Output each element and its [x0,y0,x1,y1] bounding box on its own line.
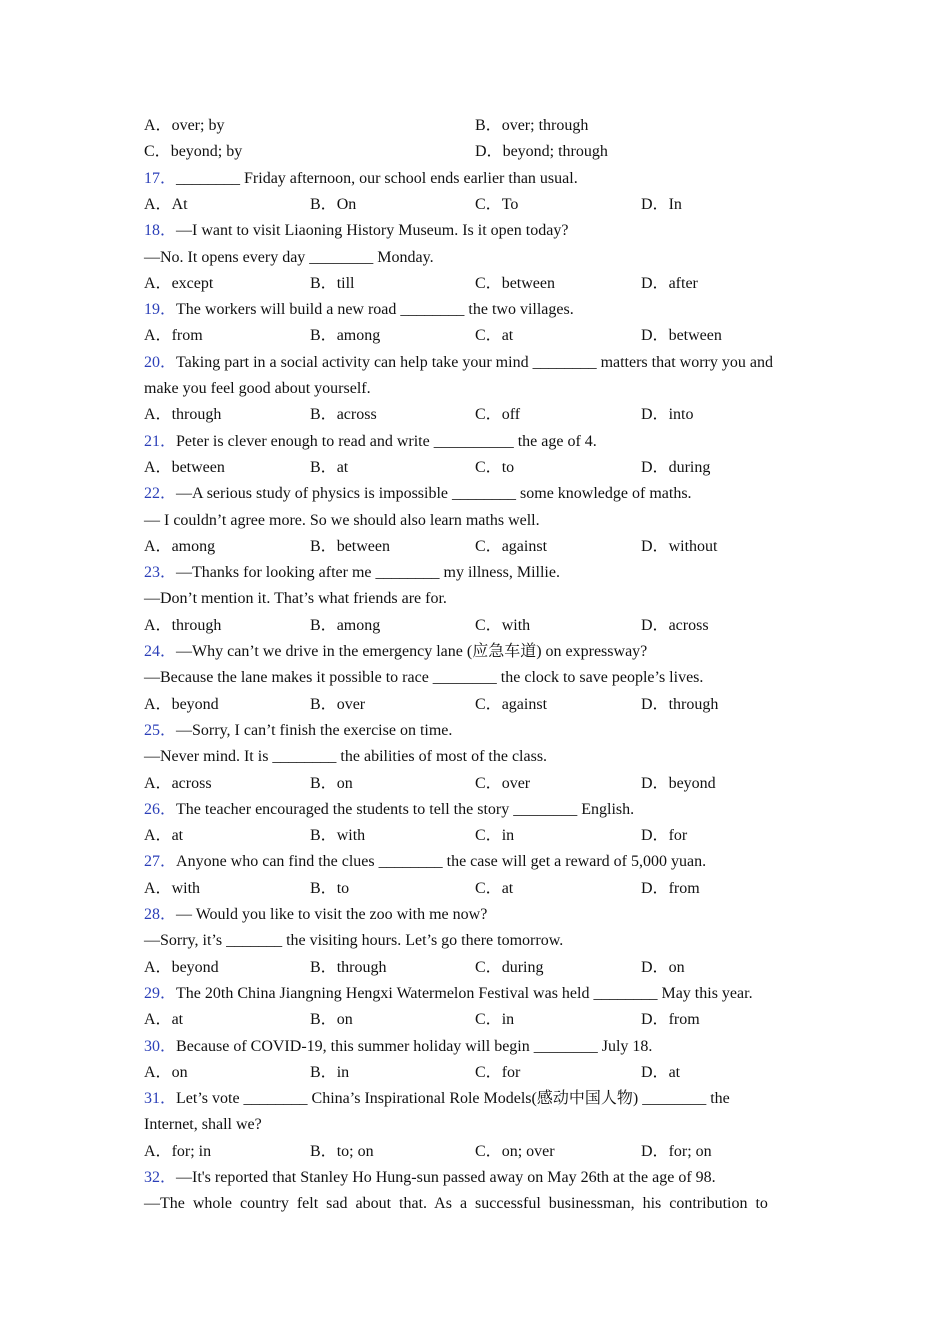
question-text: —Sorry, I can’t finish the exercise on time. [176,721,453,739]
question-stem-line [144,668,703,688]
option-letter: C． [475,695,502,713]
option-letter: D． [641,695,669,713]
option-letter: C． [475,1011,502,1029]
question-stem-line [144,169,578,189]
option-text: in [336,1063,350,1081]
option-b [310,616,380,636]
question-stem-line [144,589,447,609]
option-text: in [501,827,515,845]
option-letter: C． [475,958,502,976]
option-letter: D． [641,1142,669,1160]
option-letter: A． [144,1063,172,1081]
question-number: 20． [144,353,177,371]
question-text: —A serious study of physics is impossible ________ some knowledge of maths. [176,485,692,503]
option-c [475,1142,555,1162]
question-number: 31． [144,1090,177,1108]
option-d [641,274,698,294]
option-text: at [171,827,184,845]
question-stem-line [144,1037,652,1057]
option-letter: B． [310,406,337,424]
option-c [475,826,514,846]
option-d [641,958,685,978]
option-text: to [501,458,515,476]
option-letter: D． [641,327,669,345]
question-stem-line [144,563,560,583]
option-b [310,195,356,215]
option-text: at [171,1011,184,1029]
option-b [310,774,353,794]
option-d [641,695,718,715]
option-a [144,879,200,899]
option-letter: C． [475,1142,502,1160]
question-number: 26． [144,800,177,818]
question-stem-line [144,484,692,504]
option-letter: A． [144,458,172,476]
question-number: 28． [144,906,177,923]
option-letter: A． [144,695,172,713]
option-d [641,774,716,794]
option-text: over; through [501,117,589,134]
option-a [144,405,221,425]
option-d [641,826,687,846]
option-text: across [336,406,377,424]
option-letter: A． [144,406,172,424]
question-text: — Would you like to visit the zoo with me now? [176,906,488,923]
question-number: 21． [144,432,177,450]
option-letter: A． [144,774,172,792]
question-text: Internet, shall we? [144,1116,262,1134]
option-text: To [501,195,519,213]
option-letter: A． [144,958,172,976]
option-letter: D． [641,958,669,976]
option-text: over; by [171,117,225,134]
option-letter: B． [310,537,337,555]
question-text: —No. It opens every day ________ Monday. [144,248,434,266]
question-stem-line [144,221,568,241]
option-text: over [501,774,531,792]
option-letter: A． [144,616,172,634]
option-letter: A． [144,327,172,345]
option-letter: D． [475,143,503,161]
question-text: —Because the lane makes it possible to race ________ the clock to save people’s lives. [144,669,704,687]
option-d [641,537,717,557]
option-letter: A． [144,1142,172,1160]
option-letter: B． [310,879,337,897]
question-text: —The whole country felt sad about that. As a successful businessman, his contribution to [144,1195,768,1213]
option-letter: B． [310,958,337,976]
question-text: —Sorry, it’s _______ the visiting hours. Let’s go there tomorrow. [144,932,564,950]
option-text: at [501,327,514,345]
question-text: —Never mind. It is ________ the abilities of most of the class. [144,748,548,766]
option-c [475,195,518,215]
option-letter: D． [641,274,669,292]
option-c [475,1063,520,1083]
option-a [144,695,219,715]
option-letter: B． [310,1011,337,1029]
option-letter: C． [475,406,502,424]
option-c [475,537,547,557]
option-text: with [171,879,201,897]
option-a [144,1142,211,1162]
question-stem-line [144,300,574,320]
question-stem-line [144,353,773,373]
question-text: —Thanks for looking after me ________ my illness, Millie. [176,564,560,582]
option-text: on [668,958,685,976]
question-text: The workers will build a new road ________ the two villages. [176,301,574,319]
question-number: 29． [144,984,177,1002]
option-text: at [668,1063,681,1081]
option-a [144,326,203,346]
option-letter: C． [475,274,502,292]
option-a [144,116,224,136]
option-c [475,616,530,636]
option-text: during [501,958,544,976]
option-d [641,616,709,636]
option-letter: C． [475,879,502,897]
option-text: between [336,537,390,555]
option-text: on [336,1011,353,1029]
option-text: with [501,616,531,634]
option-letter: B． [310,1142,337,1160]
option-text: against [501,695,548,713]
question-text: ________ Friday afternoon, our school ends earlier than usual. [176,169,578,187]
option-a [144,274,213,294]
question-number: 25． [144,721,177,739]
option-c [475,1010,514,1030]
option-text: in [501,1011,515,1029]
option-d [641,326,722,346]
option-letter: D． [641,774,669,792]
option-letter: B． [310,827,337,845]
option-letter: B． [310,695,337,713]
option-text: across [171,774,212,792]
option-letter: A． [144,117,172,134]
question-stem-line [144,800,634,820]
option-text: between [171,458,225,476]
option-text: through [336,958,387,976]
option-text: over [336,695,366,713]
option-b [310,537,390,557]
option-b [310,958,386,978]
option-a [144,774,212,794]
option-text: from [668,1011,700,1029]
option-letter: D． [641,616,669,634]
option-text: between [501,274,555,292]
option-letter: A． [144,537,172,555]
option-letter: C． [475,827,502,845]
option-text: after [668,274,698,292]
option-letter: C． [475,537,502,555]
option-c [475,879,513,899]
option-letter: B． [310,327,337,345]
option-text: to [336,879,350,897]
question-text: — I couldn’t agree more. So we should also learn maths well. [144,511,540,529]
option-text: beyond; by [170,143,243,161]
question-number: 17． [144,169,177,187]
question-stem-line [144,984,753,1004]
option-b [310,695,365,715]
option-letter: D． [641,537,669,555]
question-text: —Don’t mention it. That’s what friends are for. [144,590,447,608]
option-c [475,958,543,978]
option-a [144,195,188,215]
option-c [475,458,514,478]
question-text: —Why can’t we drive in the emergency lane (应急车道) on expressway? [176,643,648,660]
option-text: across [668,616,709,634]
option-d [475,142,608,162]
question-stem-line [144,248,434,268]
option-text: for; in [171,1142,212,1160]
option-text: during [668,458,711,476]
option-text: from [668,879,700,897]
option-text: off [501,406,521,424]
option-text: at [336,458,349,476]
option-text: to; on [336,1142,374,1160]
option-text: at [501,879,514,897]
option-text: between [668,327,722,345]
option-letter: B． [310,774,337,792]
option-c [475,774,530,794]
option-letter: D． [641,406,669,424]
option-text: into [668,406,694,424]
option-d [641,405,693,425]
question-stem-line [144,379,371,399]
option-d [641,195,682,215]
option-d [641,879,700,899]
question-text: Let’s vote ________ China’s Inspirational Role Models(感动中国人物) ________ the [176,1090,730,1108]
question-stem-line [144,931,563,951]
option-d [641,1063,680,1083]
option-b [310,879,349,899]
option-letter: B． [310,274,337,292]
option-a [144,537,215,557]
option-d [641,1010,700,1030]
question-number: 22． [144,485,177,503]
option-letter: D． [641,1011,669,1029]
option-text: through [171,616,222,634]
option-letter: B． [310,195,337,213]
option-a [144,616,221,636]
option-letter: B． [310,616,337,634]
question-stem-line [144,1194,768,1214]
option-text: beyond [668,774,716,792]
option-b [310,1142,374,1162]
option-b [310,405,377,425]
option-text: through [171,406,222,424]
option-letter: D． [641,1063,669,1081]
option-letter: D． [641,827,669,845]
question-stem-line [144,747,547,767]
option-text: till [336,274,355,292]
option-b [310,326,380,346]
option-c [475,695,547,715]
option-a [144,826,183,846]
question-stem-line [144,432,597,452]
option-text: through [668,695,719,713]
question-text: Because of COVID-19, this summer holiday will begin ________ July 18. [176,1037,653,1055]
option-c [144,142,242,162]
question-text: Taking part in a social activity can help take your mind ________ matters that worry you and [176,353,773,371]
option-letter: A． [144,274,172,292]
question-stem-line [144,1168,716,1188]
question-number: 27． [144,853,177,871]
option-b [310,274,354,294]
question-text: —I want to visit Liaoning History Museum. Is it open today? [176,222,569,240]
option-text: In [668,195,682,213]
option-text: beyond [171,958,219,976]
question-number: 30． [144,1037,177,1055]
question-number: 24． [144,643,177,660]
option-a [144,1063,188,1083]
option-b [310,826,365,846]
option-letter: B． [310,1063,337,1081]
option-text: At [171,195,188,213]
option-b [310,1010,353,1030]
question-text: Peter is clever enough to read and write __________ the age of 4. [176,432,597,450]
question-text: The 20th China Jiangning Hengxi Watermelon Festival was held ________ May this year. [176,984,753,1002]
option-letter: C． [475,195,502,213]
question-stem-line [144,642,647,662]
option-text: on [336,774,353,792]
option-text: without [668,537,718,555]
option-letter: A． [144,827,172,845]
option-b [475,116,588,136]
question-number: 32． [144,1169,177,1186]
option-text: beyond [171,695,219,713]
option-text: on; over [501,1142,555,1160]
option-letter: C． [475,327,502,345]
question-number: 18． [144,222,177,240]
option-letter: C． [475,616,502,634]
option-a [144,1010,183,1030]
question-text: —It's reported that Stanley Ho Hung-sun passed away on May 26th at the age of 98. [176,1169,716,1186]
option-letter: A． [144,1011,172,1029]
option-c [475,274,555,294]
option-text: for [501,1063,521,1081]
option-text: among [336,327,381,345]
option-text: from [171,327,203,345]
option-a [144,458,225,478]
option-letter: C． [475,458,502,476]
question-text: The teacher encouraged the students to tell the story ________ English. [176,800,635,818]
option-text: among [336,616,381,634]
question-stem-line [144,1089,730,1109]
option-letter: B． [310,458,337,476]
question-stem-line [144,721,452,741]
question-stem-line [144,905,487,925]
option-b [310,458,348,478]
option-letter: D． [641,879,669,897]
option-a [144,958,219,978]
option-c [475,405,520,425]
option-letter: D． [641,458,669,476]
option-letter: C． [475,1063,502,1081]
option-text: with [336,827,366,845]
question-text: make you feel good about yourself. [144,380,371,397]
question-number: 19． [144,301,177,319]
option-c [475,326,513,346]
option-letter: A． [144,879,172,897]
option-text: for [668,827,688,845]
option-text: for; on [668,1142,712,1160]
option-text: against [501,537,548,555]
option-letter: D． [641,195,669,213]
option-letter: B． [475,117,502,134]
option-text: on [171,1063,188,1081]
question-stem-line [144,852,706,872]
question-stem-line [144,511,540,531]
option-letter: C． [144,143,171,161]
option-text: except [171,274,214,292]
option-text: beyond; through [502,143,608,161]
option-text: among [171,537,216,555]
option-d [641,458,710,478]
question-text: Anyone who can find the clues ________ the case will get a reward of 5,000 yuan. [176,853,707,871]
option-letter: A． [144,195,172,213]
option-letter: C． [475,774,502,792]
question-number: 23． [144,564,177,582]
option-d [641,1142,712,1162]
option-text: On [336,195,357,213]
question-stem-line [144,1115,262,1135]
option-b [310,1063,349,1083]
